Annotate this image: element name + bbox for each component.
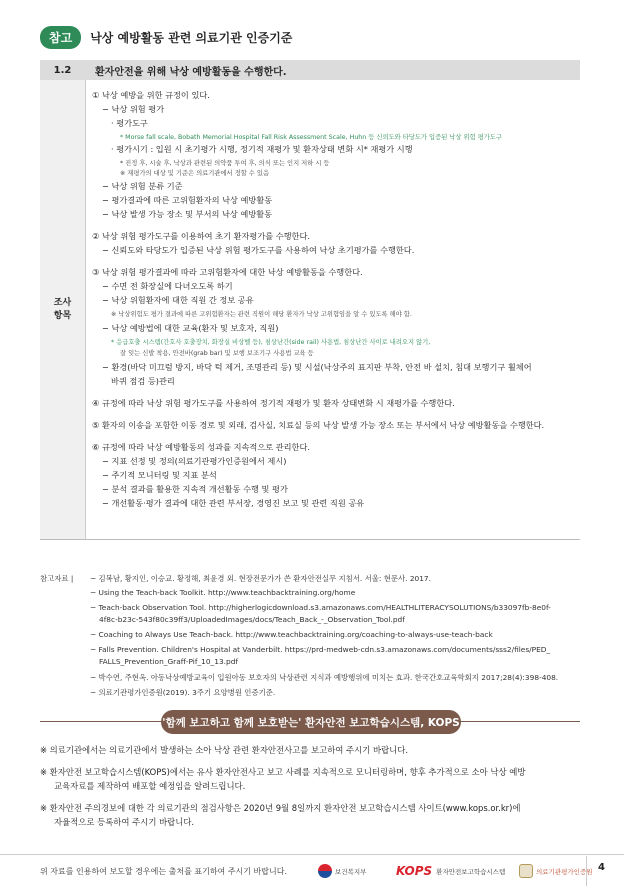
- mohw-logo-text: 보건복지부: [335, 867, 367, 876]
- survey-item-6: ⑥ 규정에 따라 낙상 예방활동의 성과를 지속적으로 관리한다.: [92, 442, 310, 452]
- survey-line: 바퀴 점검 등)관리: [111, 376, 175, 386]
- survey-line: − 개선활동·평가 결과에 대한 관련 부서장, 경영진 보고 및 관련 직원 공유: [102, 498, 365, 508]
- standard-number: 1.2: [53, 64, 72, 76]
- reference-item: − Using the Teach-back Toolkit. http://www.teachbacktraining.org/home: [90, 588, 356, 597]
- survey-line: · 평가도구: [111, 118, 148, 128]
- survey-line: − 낙상 예방법에 대한 교육(환자 및 보호자, 직원): [102, 323, 279, 333]
- survey-note: * 응급호출 시스템(간호사 호출장치, 화장실 비상벨 등), 침상난간(side rail) 사용법, 침상난간 사이로 내려오지 않기,: [111, 339, 431, 346]
- kops-logo: [396, 860, 505, 882]
- footer-separator: [586, 856, 587, 886]
- reference-item: − 박수연, 주현옥. 아동낙상예방교육이 입원아동 보호자의 낙상관련 지식과 예방행위에 미치는 효과. 한국간호교육학회지 2017;28(4):398-408.: [90, 673, 559, 682]
- notice-item-continued: 자율적으로 등록하여 주시기 바랍니다.: [54, 817, 195, 827]
- survey-line: − 낙상 위험 분류 기준: [102, 181, 183, 191]
- page-number: 4: [598, 862, 605, 873]
- survey-items-content: [85, 80, 580, 539]
- koiha-logo-text: 의료기관평가인증원: [536, 867, 593, 876]
- survey-note: * Morse fall scale, Bobath Memorial Hospital Fall Risk Assessment Scale, Huhn 등 신뢰도와 타당도가 입증된 낙상 위험 평가도구: [120, 134, 502, 141]
- survey-line: − 분석 결과를 활용한 지속적 개선활동 수행 및 평가: [102, 484, 288, 494]
- survey-line: − 신뢰도와 타당도가 입증된 낙상 위험 평가도구를 사용하여 낙상 초기평가를 수행한다.: [102, 245, 415, 255]
- survey-line: − 지표 선정 및 정의(의료기관평가인증원에서 제시): [102, 456, 287, 466]
- survey-note: 잘 잊는 신발 착용, 안전바(grab bar) 및 보행 보조기구 사용법 교육 등: [120, 350, 314, 357]
- reference-item: − Coaching to Always Use Teach-back. http://www.teachbacktraining.org/coaching-to-always-use-teach-back: [90, 630, 493, 639]
- references-label: 참고자료 |: [40, 574, 74, 583]
- taegeuk-icon: [318, 864, 332, 878]
- side-label-cell: [40, 80, 85, 539]
- reference-item: 4f8c-b23c-543f80c39ff3/UploadedImages/docs/Teach_Back_-_Observation_Tool.pdf: [99, 615, 405, 624]
- survey-item-2: ② 낙상 위험 평가도구를 이용하여 초기 환자평가를 수행한다.: [92, 231, 310, 241]
- reference-item: FALLS_Prevention_Graff-Pif_10_13.pdf: [99, 657, 238, 666]
- survey-line: − 환경(바닥 미끄럼 방지, 바닥 턱 제거, 조명관리 등) 및 시설(낙상주의 표지판 부착, 안전 바 설치, 침대 보행기구 휠체어: [102, 362, 532, 372]
- survey-item-4: ④ 규정에 따라 낙상 위험 평가도구를 사용하여 정기적 재평가 및 환자 상태변화 시 재평가를 수행한다.: [92, 398, 455, 408]
- side-label: 조사 항목: [53, 297, 72, 321]
- reference-item: − Teach-back Observation Tool. http://higherlogicdownload.s3.amazonaws.com/HEALTHLITERACYSOLUTIONS/b33097fb-8e0f-: [90, 603, 551, 612]
- survey-note: ※ 재평가의 대상 및 기준은 의료기관에서 정할 수 있음: [120, 170, 270, 177]
- seal-icon: [519, 864, 533, 878]
- survey-item-1: ① 낙상 예방을 위한 규정이 있다.: [92, 90, 210, 100]
- survey-line: − 주기적 모니터링 및 지표 분석: [102, 470, 217, 480]
- section-title: 낙상 예방활동 관련 의료기관 인증기준: [90, 30, 293, 45]
- kops-logo-mark: KOPS: [396, 864, 433, 878]
- standard-title: 환자안전을 위해 낙상 예방활동을 수행한다.: [95, 66, 287, 78]
- survey-line: − 평가결과에 따른 고위험환자의 낙상 예방활동: [102, 195, 273, 205]
- section-header: [40, 26, 292, 48]
- reference-item: − Falls Prevention. Children's Hospital at Vanderbilt. https://prd-medweb-cdn.s3.amazonaws.com/documents/sss2/files/PED_: [90, 645, 551, 654]
- survey-line: − 낙상 위험환자에 대한 직원 간 정보 공유: [102, 295, 254, 305]
- survey-item-3: ③ 낙상 위험 평가결과에 따라 고위험환자에 대한 낙상 예방활동을 수행한다.: [92, 267, 363, 277]
- survey-line: − 수면 전 화장실에 다녀오도록 하기: [102, 281, 233, 291]
- footer-citation-note: 위 자료를 인용하여 보도할 경우에는 출처를 표기하여 주시기 바랍니다.: [40, 867, 287, 876]
- survey-line: · 평가시기 : 입원 시 초기평가 시행, 정기적 재평가 및 환자상태 변화 시* 재평가 시행: [111, 144, 413, 154]
- reference-item: − 의료기관평가인증원(2019). 3주기 요양병원 인증기준.: [90, 688, 276, 697]
- koiha-logo: [519, 860, 593, 882]
- survey-note: * 진정 후, 시술 후, 낙상과 관련된 의약품 투여 후, 의식 또는 인지 저하 시 등: [120, 160, 330, 167]
- footer-divider: [0, 854, 624, 855]
- standard-header-row: [40, 60, 580, 80]
- survey-items-table: [40, 80, 580, 540]
- survey-note: ※ 낙상위험도 평가 결과에 따른 고위험환자는 관련 직원이 해당 환자가 낙상 고위험임을 알 수 있도록 해야 함.: [111, 311, 412, 318]
- mohw-logo: [318, 860, 366, 882]
- kops-banner: [40, 710, 580, 734]
- notice-item-continued: 교육자료를 제작하여 배포할 예정임을 알려드립니다.: [54, 781, 246, 791]
- notice-item: ※ 의료기관에서는 의료기관에서 발생하는 소아 낙상 관련 환자안전사고를 보고하여 주시기 바랍니다.: [40, 745, 408, 755]
- notice-item: ※ 환자안전 주의경보에 대한 각 의료기관의 점검사항은 2020년 9월 8일까지 환자안전 보고학습시스템 사이트(www.kops.or.kr)에: [40, 803, 521, 813]
- banner-title: '함께 보고하고 함께 보호받는' 환자안전 보고학습시스템, KOPS: [161, 710, 461, 734]
- reference-item: − 김복남, 황지인, 이승교. 황정해, 최윤경 외. 현장전문가가 쓴 환자안전실무 지침서. 서울: 현문사. 2017.: [90, 574, 431, 583]
- notice-item: ※ 환자안전 보고학습시스템(KOPS)에서는 유사 환자안전사고 보고 사례를 지속적으로 모니터링하며, 향후 추가적으로 소아 낙상 예방: [40, 767, 526, 777]
- survey-line: − 낙상 발생 가능 장소 및 부서의 낙상 예방활동: [102, 209, 273, 219]
- reference-badge: 참고: [40, 26, 81, 49]
- kops-logo-text: 환자안전보고학습시스템: [436, 867, 506, 876]
- survey-item-5: ⑤ 환자의 이송을 포함한 이동 경로 및 외래, 검사실, 치료실 등의 낙상 발생 가능 장소 또는 부서에서 낙상 예방활동을 수행한다.: [92, 420, 545, 430]
- survey-line: − 낙상 위험 평가: [102, 104, 165, 114]
